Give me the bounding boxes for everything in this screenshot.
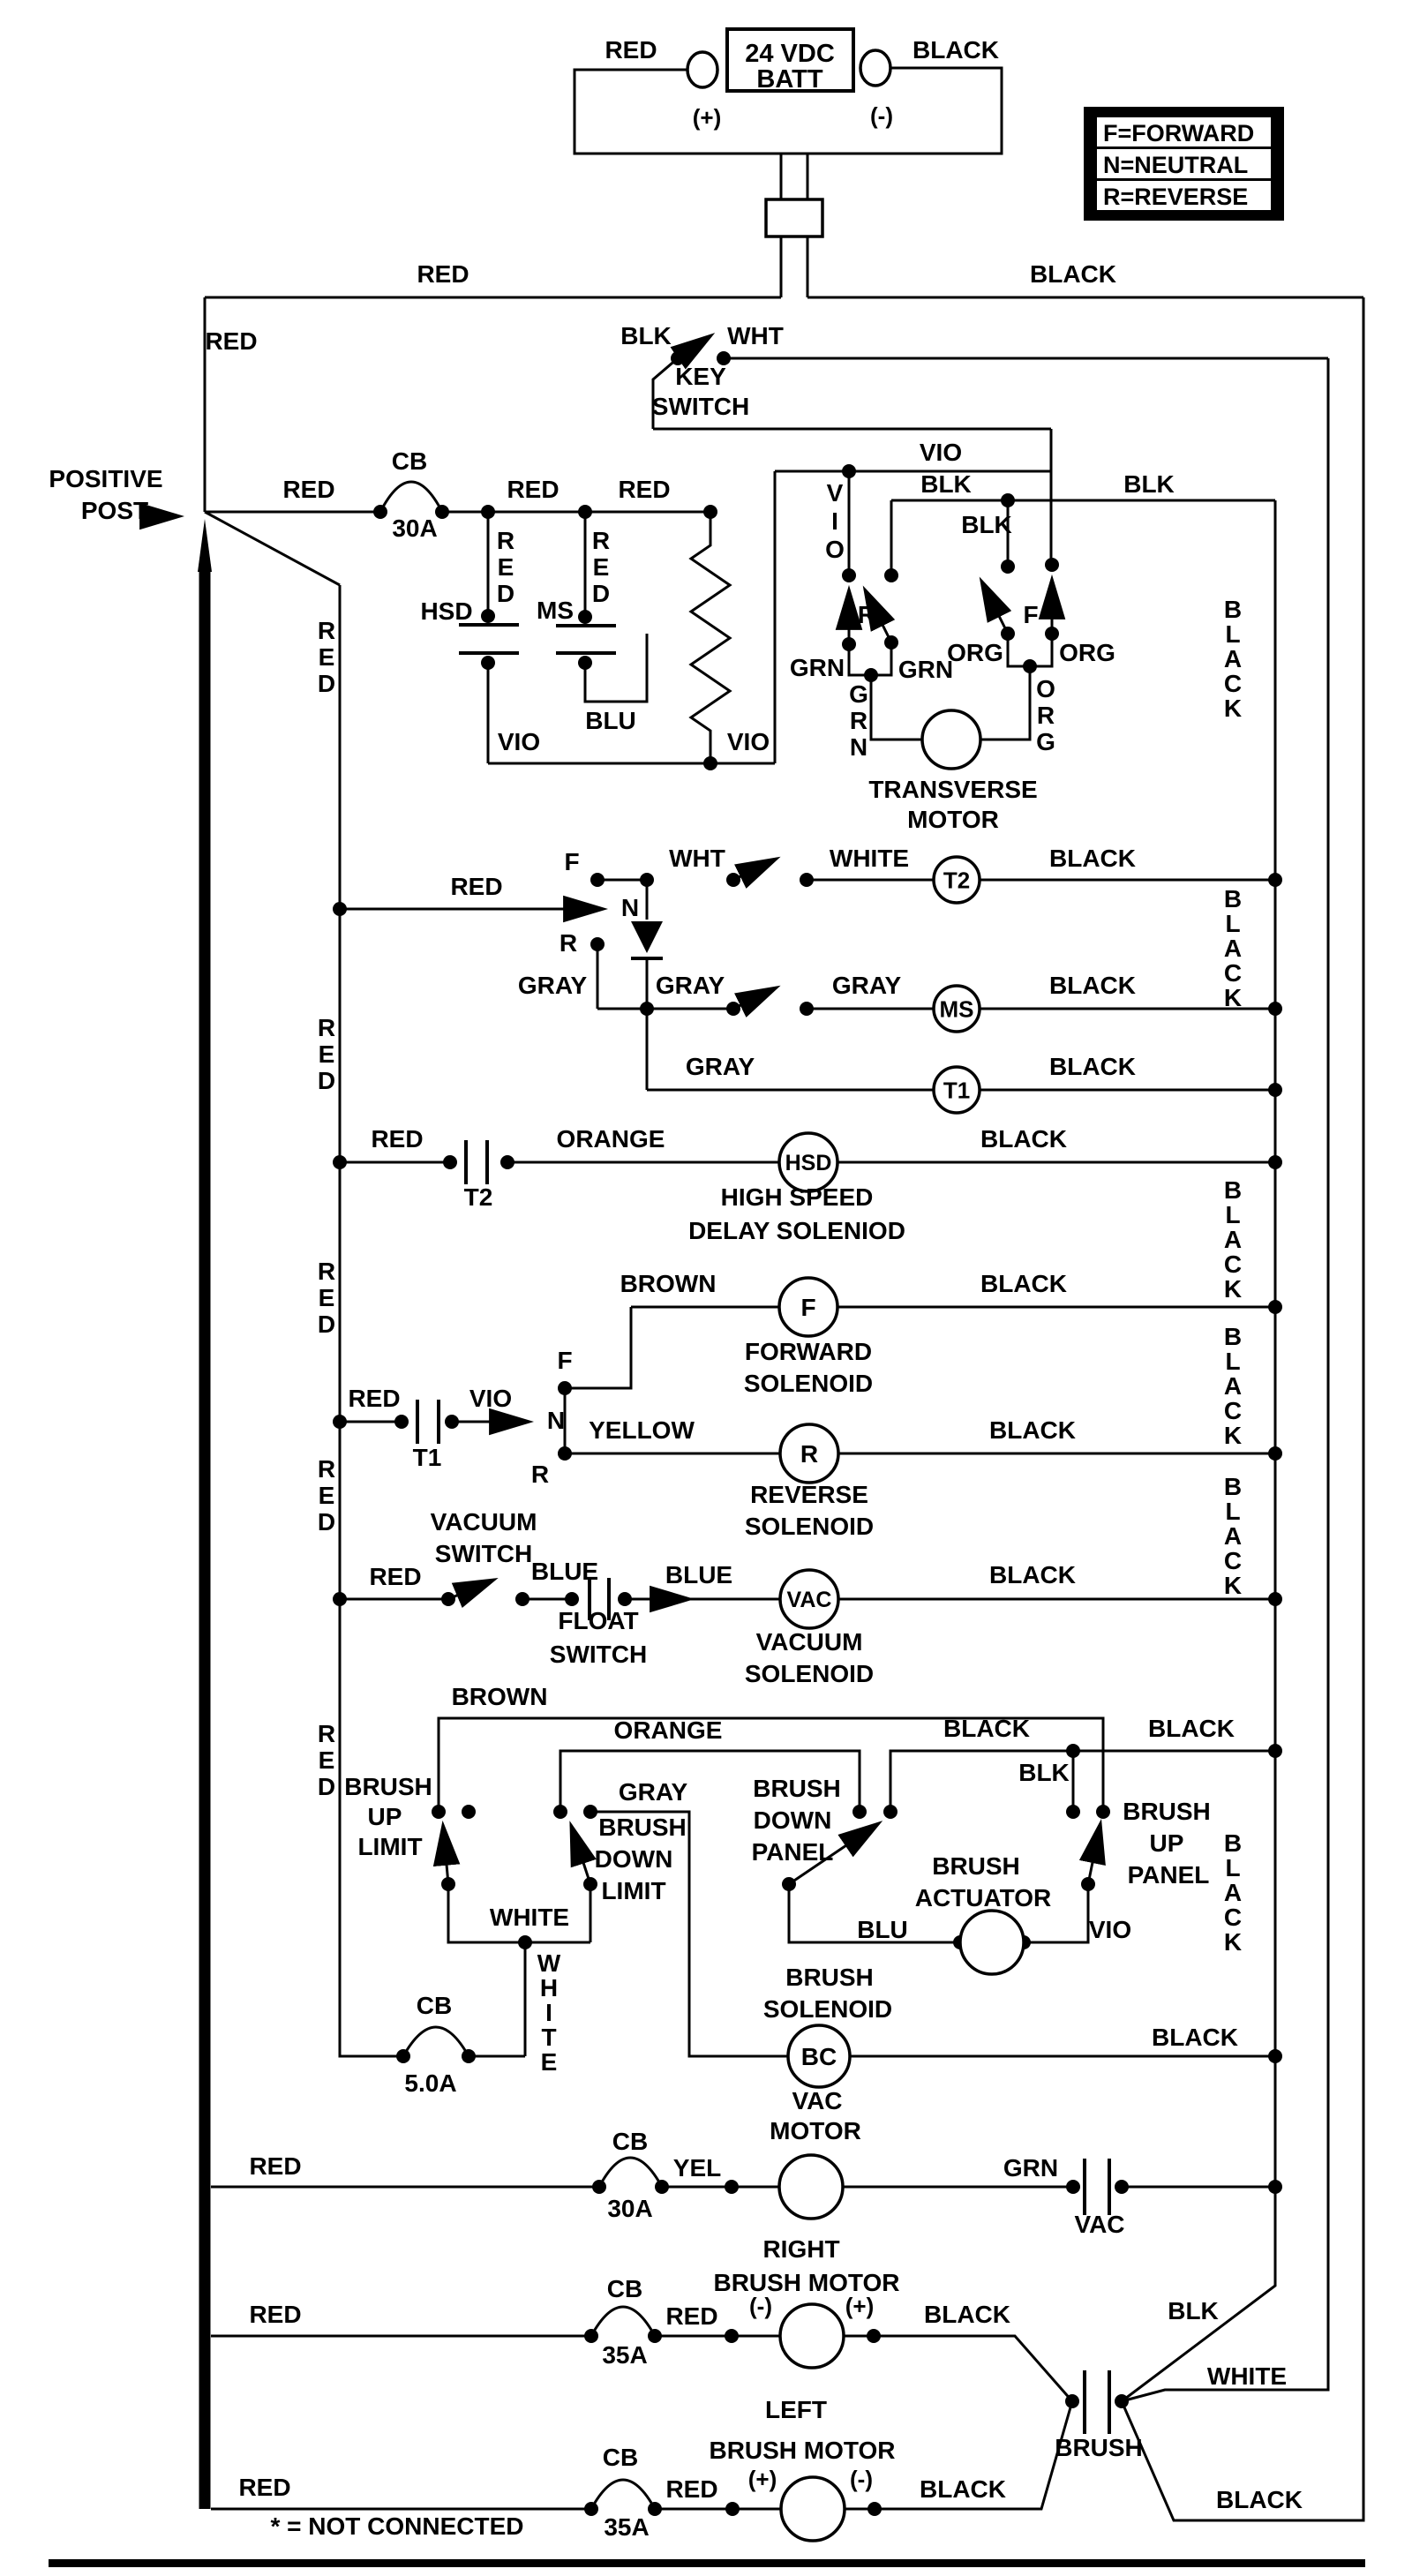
label-black-t2: BLACK <box>1049 845 1136 872</box>
label-grn-wire: GRN <box>1003 2154 1059 2182</box>
component-layer <box>779 710 1024 2541</box>
junction-dot <box>1268 1744 1282 1758</box>
label-positive-post-1: POSITIVE <box>49 465 163 492</box>
label-orange-2: ORANGE <box>613 1716 723 1744</box>
label-vac-motor-2: MOTOR <box>770 2117 861 2144</box>
diode <box>631 921 663 953</box>
junction-dot <box>1268 1083 1282 1097</box>
label-brush-solenoid-2: SOLENOID <box>762 1995 893 2023</box>
label-brush-down-limit-1: BRUSH <box>598 1814 687 1841</box>
junction-dot <box>800 873 814 887</box>
label-org-right: ORG <box>1059 639 1115 666</box>
label-key-switch-1: KEY <box>675 363 726 390</box>
legend-item-forward: F=FORWARD <box>1103 120 1255 146</box>
transverse-motor <box>922 710 980 769</box>
label-cb35-right-amps: 35A <box>602 2341 648 2369</box>
left-brush-motor <box>781 2477 845 2541</box>
t1-coil <box>934 1067 980 1113</box>
label-brush-actuator-1: BRUSH <box>932 1852 1020 1880</box>
forward-solenoid <box>779 1278 837 1336</box>
junction-dot <box>396 2049 410 2063</box>
junction-dot <box>558 1446 572 1461</box>
t2-coil <box>934 857 980 903</box>
junction-dot <box>515 1592 530 1606</box>
junction-dot <box>462 1805 476 1819</box>
label-black-bottom: BLACK <box>1216 2486 1303 2513</box>
label-black-vert-3: B L A C K <box>1223 1176 1243 1303</box>
label-lbm-plus: (+) <box>747 2466 777 2492</box>
label-vac-sol-1: VACUUM <box>755 1628 863 1656</box>
label-black-bc: BLACK <box>1152 2024 1238 2051</box>
label-brush-down-limit-2: DOWN <box>594 1845 673 1873</box>
label-red-vert-1: R E D <box>317 617 336 697</box>
junction-dot <box>852 1805 867 1819</box>
label-battery-minus: (-) <box>870 102 893 129</box>
label-brush-up-panel-3: PANEL <box>1127 1861 1210 1889</box>
label-hsd-contact: HSD <box>420 597 473 625</box>
label-black-brush-2: BLACK <box>1148 1715 1235 1742</box>
label-brush-up-limit-2: UP <box>367 1803 402 1830</box>
label-forward-2: SOLENOID <box>743 1370 874 1397</box>
label-grn-vert: G R N <box>849 680 868 761</box>
junction-dot <box>590 873 605 887</box>
label-vio-3: VIO <box>1088 1916 1132 1943</box>
label-brush-contact: BRUSH <box>1055 2434 1143 2461</box>
junction-dot <box>590 937 605 951</box>
label-red-lbm-1: RED <box>238 2474 291 2501</box>
label-yellow-wire: YELLOW <box>589 1416 695 1444</box>
junction-dot <box>578 610 592 624</box>
label-brush-down-panel-2: DOWN <box>753 1806 832 1834</box>
junction-dot <box>1001 493 1015 507</box>
junction-dot <box>1268 1592 1282 1606</box>
label-red-to-n: RED <box>450 873 503 900</box>
label-rbm-plus: (+) <box>845 2293 875 2319</box>
vacuum-switch-arrow <box>448 1580 494 1599</box>
label-cb5: CB <box>416 1992 453 2019</box>
junction-dot <box>884 635 898 650</box>
junction-dot <box>558 1381 572 1395</box>
label-battery-black: BLACK <box>913 36 999 64</box>
junction-dot <box>726 873 740 887</box>
battery <box>687 29 890 94</box>
junction-dot <box>1066 2180 1080 2194</box>
label-blue-1: BLUE <box>530 1558 599 1585</box>
label-bus-black-top: BLACK <box>1030 260 1116 288</box>
label-brush-up-limit-1: BRUSH <box>344 1773 432 1800</box>
junction-dot <box>640 873 654 887</box>
label-r-pos-1: R <box>559 929 578 957</box>
label-battery-plus: (+) <box>692 104 722 131</box>
label-white-2: WHITE <box>489 1904 570 1931</box>
label-cb35-left-amps: 35A <box>604 2513 650 2541</box>
label-key-blk: BLK <box>620 322 672 349</box>
junction-dot <box>394 1415 409 1429</box>
junction-dot <box>867 2502 882 2516</box>
battery-terminal-negative <box>860 50 890 86</box>
label-cb30-vac-amps: 30A <box>607 2195 653 2222</box>
bottom-border <box>49 2559 1365 2567</box>
junction-dot <box>445 1415 459 1429</box>
junction-dot <box>648 2329 662 2343</box>
label-bus-red-top: RED <box>417 260 469 288</box>
label-orange-1: ORANGE <box>556 1125 665 1153</box>
junction-dot <box>584 2329 598 2343</box>
junction-dot <box>726 1002 740 1016</box>
label-org-vert: O R G <box>1036 675 1055 755</box>
label-vio-vert: V I O <box>825 479 845 563</box>
label-red-rbm-2: RED <box>665 2302 718 2330</box>
label-right-bm-2: BRUSH MOTOR <box>713 2269 900 2296</box>
label-cb30-red-1: RED <box>282 476 335 503</box>
label-grn-left: GRN <box>789 654 845 681</box>
junction-dot <box>867 2329 881 2343</box>
label-hsd-name-2: DELAY SOLENIOD <box>688 1217 905 1244</box>
forward-solenoid-label: F <box>800 1294 816 1322</box>
junction-dot <box>1115 2394 1129 2408</box>
label-brush-actuator-2: ACTUATOR <box>914 1884 1052 1911</box>
label-black-vert-5: B L A C K <box>1223 1473 1243 1599</box>
t1-coil-label: T1 <box>943 1077 971 1104</box>
label-gray-3: GRAY <box>831 972 902 999</box>
junction-dot <box>500 1155 514 1169</box>
reverse-solenoid-label: R <box>800 1440 819 1468</box>
junction-dot <box>842 568 856 582</box>
junction-dot <box>443 1155 457 1169</box>
label-black-vac: BLACK <box>989 1561 1076 1588</box>
brush-up-limit-arrow <box>443 1825 448 1884</box>
junction-dot <box>725 2329 739 2343</box>
label-layer <box>49 36 1303 2541</box>
label-positive-post-2: POST <box>80 497 149 524</box>
junction-dot <box>1001 560 1015 574</box>
battery-label-2: BATT <box>756 65 823 94</box>
label-vac-contact: VAC <box>1074 2211 1125 2238</box>
label-blue-2: BLUE <box>665 1561 733 1588</box>
junction-dot <box>578 656 592 670</box>
ms-coil <box>934 986 980 1032</box>
right-brush-motor <box>780 2304 844 2368</box>
battery-terminal-positive <box>687 52 717 87</box>
junction-dot <box>462 2049 476 2063</box>
label-brown-1: BROWN <box>620 1270 717 1297</box>
junction-dot <box>1268 1446 1282 1461</box>
label-black-rbm: BLACK <box>924 2301 1010 2328</box>
junction-dot <box>1268 873 1282 887</box>
label-gray-2: GRAY <box>655 972 725 999</box>
label-f-pos-1: F <box>564 848 580 875</box>
label-vacuum-switch-2: SWITCH <box>434 1540 533 1567</box>
junction-dot <box>441 1877 455 1891</box>
label-brush-down-panel-1: BRUSH <box>753 1775 841 1802</box>
label-r-switch: R <box>857 601 876 628</box>
label-brush-up-limit-3: LIMIT <box>357 1833 423 1860</box>
junction-dot <box>518 1935 532 1949</box>
junction-dot <box>441 1592 455 1606</box>
junction-dot <box>640 1002 654 1016</box>
junction-dot <box>565 1592 579 1606</box>
label-brush-solenoid-1: BRUSH <box>785 1964 874 1991</box>
label-vac-sol-2: SOLENOID <box>744 1660 875 1687</box>
junction-dot <box>1268 1300 1282 1314</box>
junction-dot <box>782 1877 796 1891</box>
label-black-vert-4: B L A C K <box>1223 1323 1243 1449</box>
vac-motor <box>779 2155 843 2219</box>
label-blk-right: BLK <box>1123 470 1175 498</box>
label-brush-down-panel-3: PANEL <box>751 1838 834 1866</box>
label-brush-up-panel-2: UP <box>1149 1829 1184 1857</box>
label-white-vert: W H I T E <box>537 1949 561 2076</box>
label-blk-bottom: BLK <box>1168 2297 1219 2324</box>
junction-dot <box>373 505 387 519</box>
label-wht-wire: WHT <box>669 845 725 872</box>
label-gray-4: GRAY <box>685 1053 755 1080</box>
label-red-vert-2: R E D <box>317 1014 336 1094</box>
junction-dot <box>1096 1805 1110 1819</box>
label-black-hsd: BLACK <box>980 1125 1067 1153</box>
label-red-vacrow: RED <box>369 1563 422 1590</box>
junction-dot <box>1045 627 1059 641</box>
label-red-vacmotor: RED <box>249 2152 302 2180</box>
label-blu-wire: BLU <box>585 707 636 734</box>
label-yel-wire: YEL <box>672 2154 722 2182</box>
label-rbm-minus: (-) <box>749 2293 772 2319</box>
label-left-bus-red: RED <box>205 327 258 355</box>
junction-dot <box>842 637 856 651</box>
label-brush-up-panel-1: BRUSH <box>1123 1798 1211 1825</box>
label-r-pos-2: R <box>530 1461 550 1488</box>
brush-actuator-motor <box>960 1911 1024 1974</box>
label-white-wire: WHITE <box>829 845 910 872</box>
label-key-switch-2: SWITCH <box>651 393 750 420</box>
label-red-vert-4: R E D <box>317 1455 336 1536</box>
not-connected-note: * = NOT CONNECTED <box>270 2512 524 2540</box>
battery-connector <box>766 199 822 237</box>
hsd-solenoid-label: HSD <box>785 1151 832 1175</box>
junction-dot <box>333 902 347 916</box>
left-brush-motor-circle <box>781 2477 845 2541</box>
junction-dot <box>725 2502 740 2516</box>
label-gray-1: GRAY <box>517 972 588 999</box>
label-blk-mid: BLK <box>961 511 1012 538</box>
label-left-bm-1: LEFT <box>765 2396 827 2423</box>
wire-layer <box>49 68 1365 2567</box>
label-black-brush-1: BLACK <box>943 1715 1030 1742</box>
legend <box>1084 107 1284 221</box>
label-hsd-name-1: HIGH SPEED <box>720 1183 874 1211</box>
junction-dot <box>1045 558 1059 572</box>
junction-dot <box>481 609 495 623</box>
label-vacuum-switch-1: VACUUM <box>430 1508 537 1536</box>
junction-dot <box>333 1155 347 1169</box>
junction-dot <box>1115 2180 1129 2194</box>
label-black-vert-6: B L A C K <box>1223 1829 1243 1956</box>
label-cb30-red-3: RED <box>618 476 671 503</box>
junction-dot <box>592 2180 606 2194</box>
junction-dot <box>583 1877 597 1891</box>
label-blk-top: BLK <box>920 470 972 498</box>
legend-item-reverse: R=REVERSE <box>1103 184 1249 210</box>
t2-coil-label: T2 <box>943 867 971 894</box>
ms-coil-label: MS <box>939 995 974 1023</box>
junction-dot <box>703 505 717 519</box>
junction-dot <box>578 505 592 519</box>
label-cb35-left: CB <box>602 2444 639 2471</box>
junction-dot <box>584 2502 598 2516</box>
label-f-switch: F <box>1023 601 1039 628</box>
label-vio-left: VIO <box>497 728 541 755</box>
label-white-bottom: WHITE <box>1206 2362 1288 2390</box>
label-red-vert-5: R E D <box>317 1720 336 1800</box>
label-key-wht: WHT <box>727 322 784 349</box>
junction-dot <box>481 656 495 670</box>
junction-dot <box>481 505 495 519</box>
label-black-vert-2: B L A C K <box>1223 885 1243 1011</box>
brush-up-panel-arrow <box>1088 1823 1100 1884</box>
label-float-2: SWITCH <box>549 1641 648 1668</box>
label-cb35-right: CB <box>606 2275 643 2302</box>
right-brush-motor-circle <box>780 2304 844 2368</box>
junction-dot <box>1066 1744 1080 1758</box>
junction-dot <box>725 2180 739 2194</box>
label-cb30-main-amps: 30A <box>392 514 438 542</box>
label-vio-top: VIO <box>919 439 963 466</box>
junction-dot <box>1268 2180 1282 2194</box>
label-blk-brush: BLK <box>1018 1759 1070 1786</box>
label-t2-contact: T2 <box>463 1183 493 1211</box>
label-brown-2: BROWN <box>451 1683 548 1710</box>
label-gray-5: GRAY <box>618 1778 688 1806</box>
legend-item-neutral: N=NEUTRAL <box>1103 152 1249 178</box>
junction-dot <box>1066 1805 1080 1819</box>
vac-motor-circle <box>779 2155 843 2219</box>
junction-dot <box>1081 1877 1095 1891</box>
junction-dot <box>1268 2049 1282 2063</box>
label-reverse-2: SOLENOID <box>744 1513 875 1540</box>
junction-dot <box>432 1805 446 1819</box>
brush-actuator-motor-circle <box>960 1911 1024 1974</box>
battery-label-1: 24 VDC <box>745 40 835 68</box>
junction-dot <box>583 1805 597 1819</box>
ms-switch-arrow <box>733 988 777 1009</box>
label-black-f: BLACK <box>980 1270 1067 1297</box>
junction-dot <box>618 1592 632 1606</box>
vacuum-solenoid <box>780 1570 838 1628</box>
junction-dot <box>333 1415 347 1429</box>
junction-dot <box>883 1805 898 1819</box>
label-lbm-minus: (-) <box>850 2466 873 2492</box>
label-red-vert-3: R E D <box>317 1258 336 1338</box>
junction-dot <box>884 568 898 582</box>
label-black-t1: BLACK <box>1049 1053 1136 1080</box>
label-f-pos-2: F <box>557 1347 573 1374</box>
label-battery-red: RED <box>605 36 657 64</box>
label-red-vert-b: R E D <box>591 527 611 607</box>
label-vac-motor-1: VAC <box>792 2087 843 2114</box>
junction-dot <box>842 464 856 478</box>
label-red-t1row: RED <box>348 1385 401 1412</box>
label-cb30-red-2: RED <box>507 476 560 503</box>
label-black-lbm: BLACK <box>920 2475 1006 2503</box>
label-vio-right: VIO <box>726 728 770 755</box>
label-transverse-1: TRANSVERSE <box>868 776 1038 803</box>
label-blu-2: BLU <box>857 1916 908 1943</box>
label-n-pos-2: N <box>546 1407 566 1434</box>
junction-dot <box>553 1805 567 1819</box>
label-right-bm-1: RIGHT <box>762 2235 840 2263</box>
junction-dot <box>1065 2394 1079 2408</box>
label-grn-right: GRN <box>898 656 954 683</box>
label-red-rbm-1: RED <box>249 2301 302 2328</box>
label-vio-2: VIO <box>469 1385 513 1412</box>
label-red-lbm-2: RED <box>665 2475 718 2503</box>
label-brush-down-limit-3: LIMIT <box>601 1877 666 1904</box>
t2-switch-arrow <box>733 859 777 880</box>
label-transverse-2: MOTOR <box>907 806 999 833</box>
junction-dot <box>703 756 717 770</box>
reverse-solenoid <box>780 1424 838 1483</box>
junction-dot <box>648 2502 662 2516</box>
junction-dot <box>655 2180 669 2194</box>
label-forward-1: FORWARD <box>744 1338 873 1365</box>
brush-down-limit-arrow <box>571 1825 590 1884</box>
junction-dot <box>1268 1002 1282 1016</box>
label-org-left: ORG <box>947 639 1003 666</box>
brush-solenoid-bc-label: BC <box>800 2043 837 2071</box>
label-cb5-amps: 5.0A <box>404 2069 457 2097</box>
label-left-bm-2: BRUSH MOTOR <box>709 2437 896 2464</box>
label-cb30-main: CB <box>391 447 428 475</box>
junction-dot <box>333 1592 347 1606</box>
label-ms-contact: MS <box>537 597 574 624</box>
junction-dot <box>1023 659 1037 673</box>
forward-contactor-arrow-2 <box>981 581 1008 634</box>
label-float-1: FLOAT <box>558 1607 639 1634</box>
junction-dot <box>800 1002 814 1016</box>
label-cb30-vac: CB <box>612 2128 649 2155</box>
label-n-pos-1: N <box>620 894 640 921</box>
label-black-r: BLACK <box>989 1416 1076 1444</box>
brush-solenoid-bc <box>788 2025 850 2087</box>
label-t1-contact: T1 <box>412 1444 442 1471</box>
junction-dot <box>1268 1155 1282 1169</box>
label-red-t2row: RED <box>371 1125 424 1153</box>
label-black-ms: BLACK <box>1049 972 1136 999</box>
transverse-motor-circle <box>922 710 980 769</box>
label-reverse-1: REVERSE <box>750 1481 868 1508</box>
vacuum-solenoid-label: VAC <box>786 1588 832 1612</box>
label-black-vert-1: B L A C K <box>1223 596 1243 722</box>
positive-post-bus-tip <box>198 519 212 572</box>
label-red-vert-a: R E D <box>496 527 515 607</box>
